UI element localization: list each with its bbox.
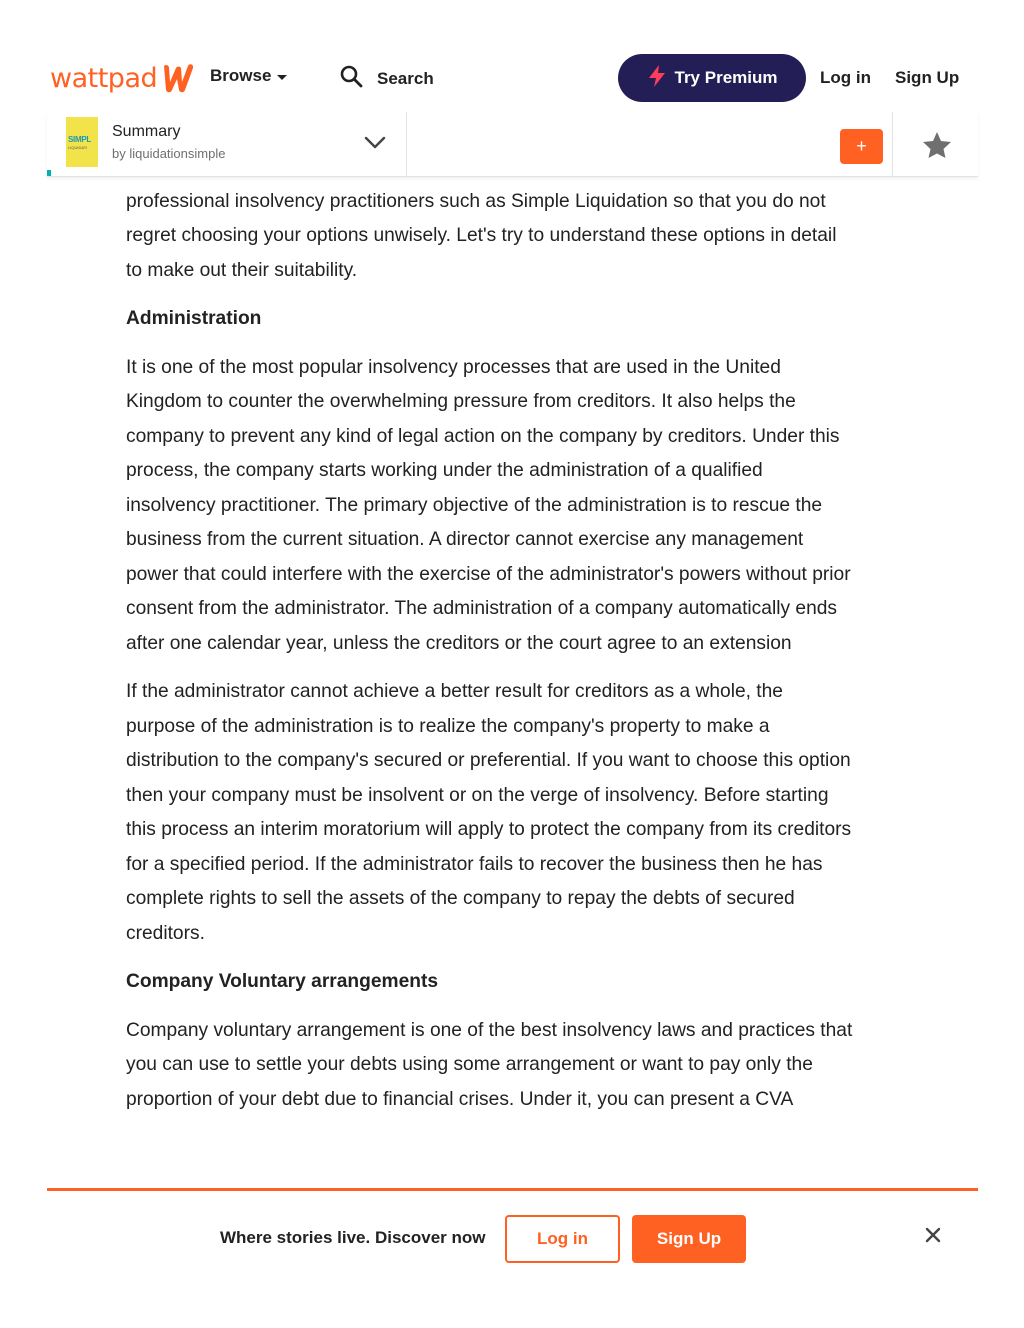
- search-button[interactable]: [339, 64, 434, 93]
- premium-label: Try Premium: [674, 68, 778, 87]
- story-cover[interactable]: [66, 117, 98, 167]
- top-navigation: [0, 0, 1024, 112]
- paragraph: Company voluntary arrangement is one of the best insolvency laws and practices that you can use to settle your debts using some arrangement or want to pay only the proportion of your debt due to financial crises. Under it, you can present a CVA: [126, 1019, 853, 1110]
- story-author[interactable]: by liquidationsimple: [112, 146, 226, 161]
- search-icon: [339, 64, 363, 93]
- chevron-down-icon[interactable]: [364, 136, 386, 155]
- story-content: [126, 150, 856, 1131]
- paragraph: It is one of the most popular insolvency processes that are used in the United Kingdom to counter the overwhelming pressure from creditors. It also helps the company to prevent any kind of legal action on the company by creditors. Under this process, the company starts working under the administration of a qualified insolvency practitioner. The primary objective of the administration is to rescue the business from the current situation. A director cannot exercise any management power that could interfere with the exercise of the administrator's powers without prior consent from the administrator. The administration of a company automatically ends after one calendar year, unless the creditors or the court agree to an extension: [126, 356, 851, 654]
- signup-link[interactable]: Sign Up: [895, 68, 960, 87]
- star-icon[interactable]: [922, 131, 952, 164]
- story-header-bar: [47, 112, 978, 177]
- cover-subtext: LIQUIDATI: [68, 145, 88, 150]
- banner-login-button[interactable]: Log in: [505, 1215, 620, 1263]
- close-icon[interactable]: [925, 1227, 941, 1248]
- login-link[interactable]: Log in: [820, 68, 871, 87]
- section-heading: Administration: [126, 308, 262, 329]
- wattpad-logo[interactable]: [50, 62, 195, 94]
- story-part-title[interactable]: Summary: [112, 123, 181, 140]
- signup-banner: [47, 1188, 978, 1328]
- logo-text: wattpad: [50, 62, 158, 94]
- header-divider: [406, 112, 407, 176]
- reading-progress-indicator: [47, 170, 51, 176]
- banner-text: Where stories live. Discover now: [220, 1228, 486, 1247]
- caret-down-icon: [277, 75, 287, 80]
- search-label: Search: [377, 68, 434, 88]
- header-divider: [892, 112, 893, 176]
- add-to-library-button[interactable]: +: [840, 129, 883, 164]
- cover-text: SIMPL: [68, 135, 91, 144]
- paragraph: If the administrator cannot achieve a better result for creditors as a whole, the purpose of the administration is to realize the company's property to make a distribution to the company's secured or preferential. If you want to choose this option then your company must be insolvent or on the verge of insolvency. Before starting this process an interim moratorium will apply to protect the company from its creditors for a specified period. If the administrator fails to recover the business then he has complete rights to sell the assets of the company to repay the debts of secured creditors.: [126, 681, 852, 944]
- wattpad-w-icon: [161, 62, 195, 94]
- lightning-icon: [647, 64, 667, 93]
- paragraph: professional insolvency practitioners such as Simple Liquidation so that you do not regret choosing your options unwisely. Let's try to understand these options in detail to make out their suitability.: [126, 190, 837, 281]
- browse-menu[interactable]: [210, 66, 287, 86]
- try-premium-button[interactable]: [618, 54, 806, 102]
- section-heading: Company Voluntary arrangements: [126, 971, 439, 992]
- browse-label: Browse: [210, 66, 272, 85]
- banner-signup-button[interactable]: Sign Up: [632, 1215, 746, 1263]
